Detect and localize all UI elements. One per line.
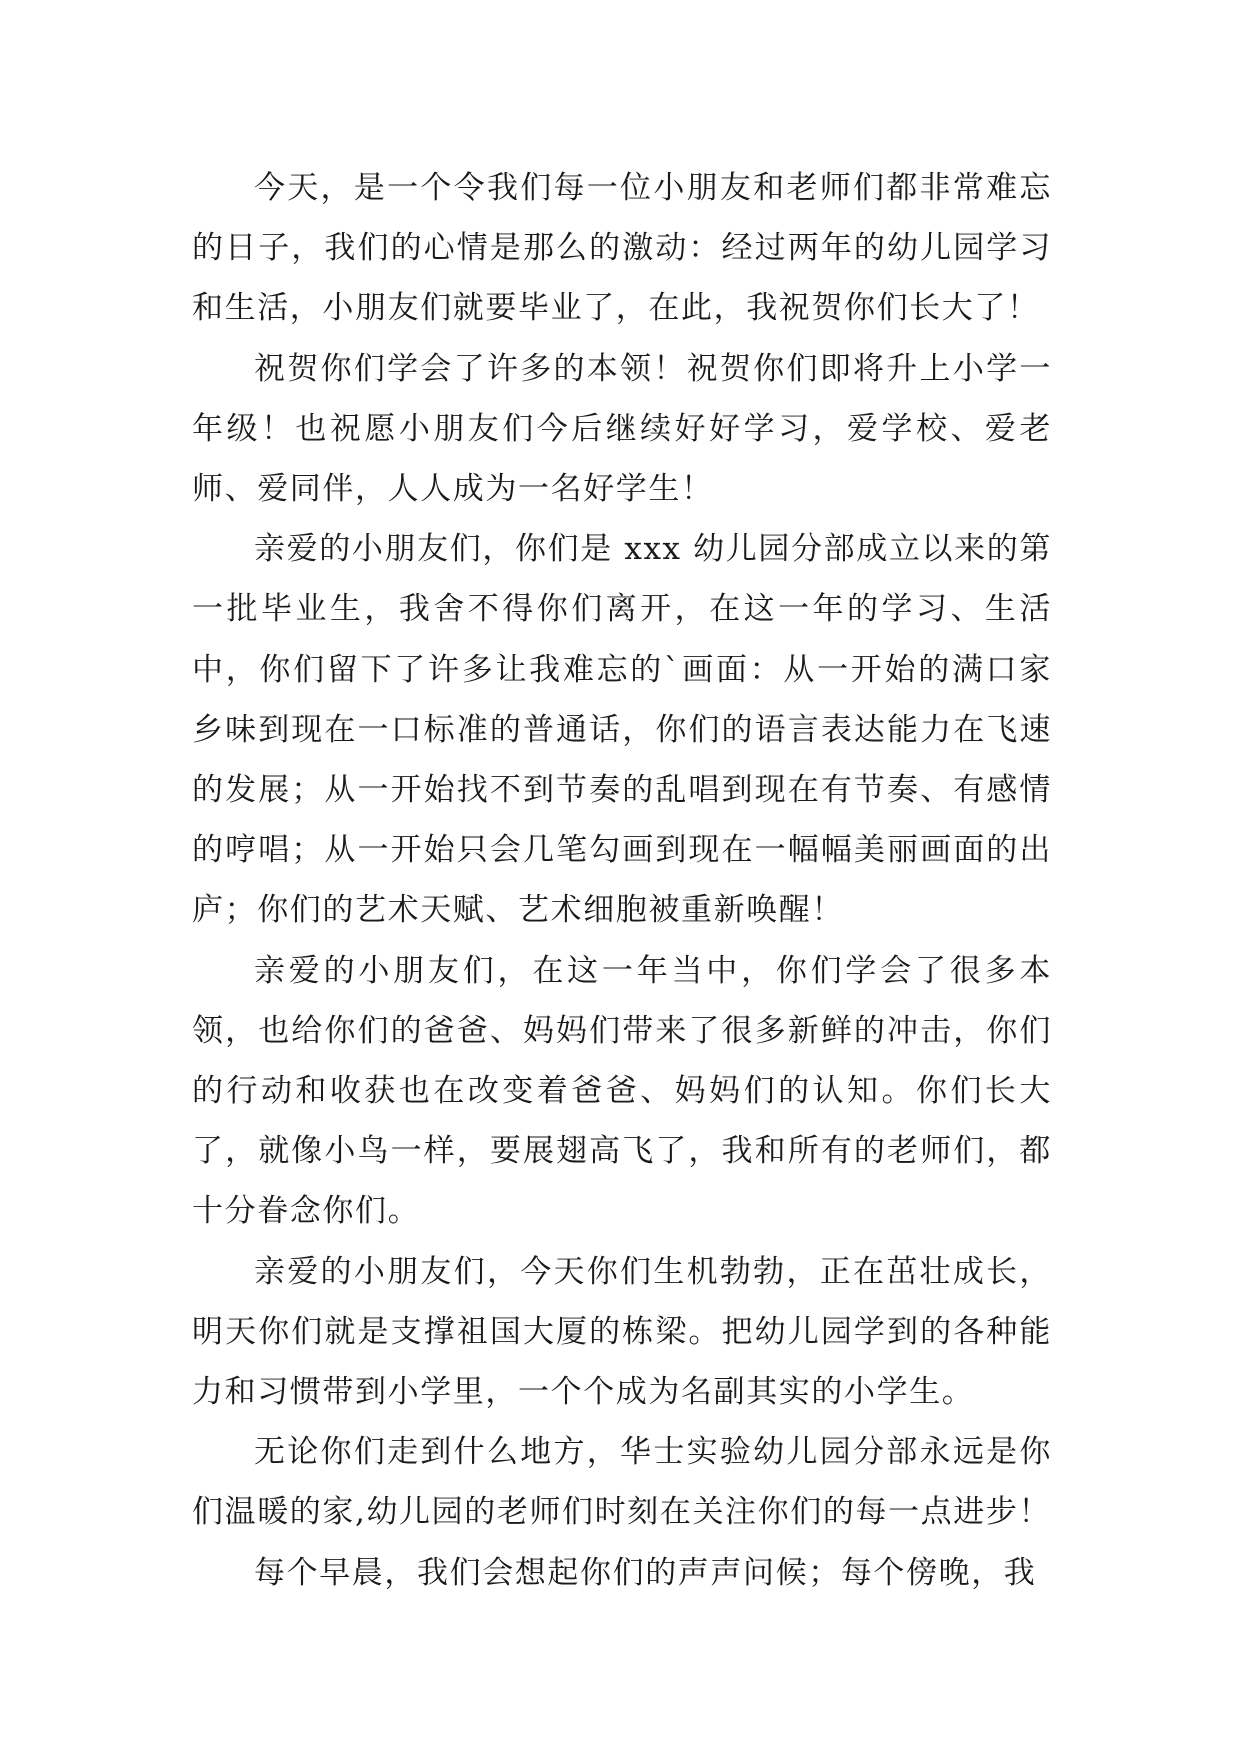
paragraph-4: 亲爱的小朋友们，在这一年当中，你们学会了很多本领，也给你们的爸爸、妈妈们带来了很多新鲜的冲击，你们的行动和收获也在改变着爸爸、妈妈们的认知。你们长大了，就像小鸟一样，要展翅高飞了，我和所有的老师们，都十分眷念你们。 — [192, 952, 1052, 1230]
paragraph-6: 无论你们走到什么地方，华士实验幼儿园分部永远是你们温暖的家,幼儿园的老师们时刻在关注你们的每一点进步！ — [192, 1434, 1052, 1531]
paragraph-5: 亲爱的小朋友们，今天你们生机勃勃，正在茁壮成长，明天你们就是支撑祖国大厦的栋梁。把幼儿园学到的各种能力和习惯带到小学里，一个个成为名副其实的小学生。 — [192, 1253, 1052, 1411]
paragraph-3: 亲爱的小朋友们，你们是 xxx 幼儿园分部成立以来的第一批毕业生，我舍不得你们离开，在这一年的学习、生活中，你们留下了许多让我难忘的`画面：从一开始的满口家乡味到现在一口标准的普通话，你们的语言表达能力在飞速的发展；从一开始找不到节奏的乱唱到现在有节奏、有感情的哼唱；从一开始只会几笔勾画到现在一幅幅美丽画面的出庐；你们的艺术天赋、艺术细胞被重新唤醒！ — [192, 531, 1052, 929]
paragraph-2: 祝贺你们学会了许多的本领！祝贺你们即将升上小学一年级！也祝愿小朋友们今后继续好好学习，爱学校、爱老师、爱同伴，人人成为一名好学生！ — [192, 350, 1052, 508]
document-body — [192, 158, 1052, 1603]
paragraph-7: 每个早晨，我们会想起你们的声声问候；每个傍晚，我 — [254, 1554, 1037, 1591]
paragraph-1: 今天，是一个令我们每一位小朋友和老师们都非常难忘的日子，我们的心情是那么的激动：经过两年的幼儿园学习和生活，小朋友们就要毕业了，在此，我祝贺你们长大了！ — [192, 170, 1052, 327]
